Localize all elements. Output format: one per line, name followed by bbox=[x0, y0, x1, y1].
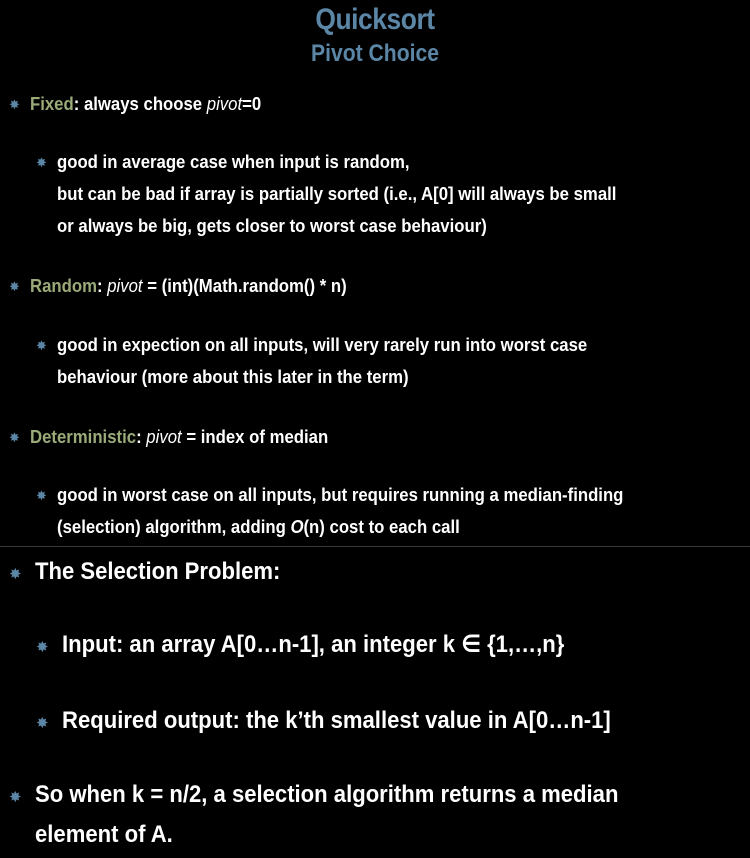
bullet-icon: ✸ bbox=[36, 488, 47, 503]
fixed-line: Fixed: always choose pivot=0 bbox=[30, 94, 262, 114]
median-line-2: element of A. bbox=[35, 821, 173, 848]
bullet-icon: ✸ bbox=[9, 279, 20, 294]
median-line-1: So when k = n/2, a selection algorithm returns a median bbox=[35, 781, 619, 808]
bullet-icon: ✸ bbox=[9, 430, 20, 445]
deterministic-sub-line-2: (selection) algorithm, adding O(n) cost to each call bbox=[57, 517, 460, 537]
random-sub-line-2: behaviour (more about this later in the term) bbox=[57, 367, 409, 387]
bullet-icon: ✸ bbox=[36, 338, 47, 353]
fixed-sub-line-3: or always be big, gets closer to worst case behaviour) bbox=[57, 216, 487, 236]
random-term: Random bbox=[30, 276, 97, 296]
selection-heading: The Selection Problem: bbox=[35, 558, 281, 585]
fixed-sub-line-1: good in average case when input is random, bbox=[57, 152, 410, 172]
slide-subtitle: Pivot Choice bbox=[311, 40, 439, 67]
deterministic-line: Deterministic: pivot = index of median bbox=[30, 427, 329, 447]
section-divider bbox=[0, 546, 750, 547]
bullet-icon: ✸ bbox=[9, 566, 22, 583]
random-line: Random: pivot = (int)(Math.random() * n) bbox=[30, 276, 347, 296]
fixed-sub-line-2: but can be bad if array is partially sorted (i.e., A[0] will always be small bbox=[57, 184, 617, 204]
deterministic-term: Deterministic bbox=[30, 427, 137, 447]
bullet-icon: ✸ bbox=[9, 97, 20, 112]
deterministic-sub-line-1: good in worst case on all inputs, but requires running a median-finding bbox=[57, 485, 624, 505]
random-sub-line-1: good in expection on all inputs, will very rarely run into worst case bbox=[57, 335, 588, 355]
selection-input: Input: an array A[0…n-1], an integer k ∈ {1,…,n} bbox=[62, 631, 565, 658]
fixed-term: Fixed bbox=[30, 94, 74, 114]
bullet-icon: ✸ bbox=[9, 789, 22, 806]
slide-title: Quicksort bbox=[315, 3, 435, 36]
bullet-icon: ✸ bbox=[36, 155, 47, 170]
bullet-icon: ✸ bbox=[36, 639, 49, 656]
bullet-icon: ✸ bbox=[36, 715, 49, 732]
selection-output: Required output: the k’th smallest value in A[0…n-1] bbox=[62, 707, 611, 734]
